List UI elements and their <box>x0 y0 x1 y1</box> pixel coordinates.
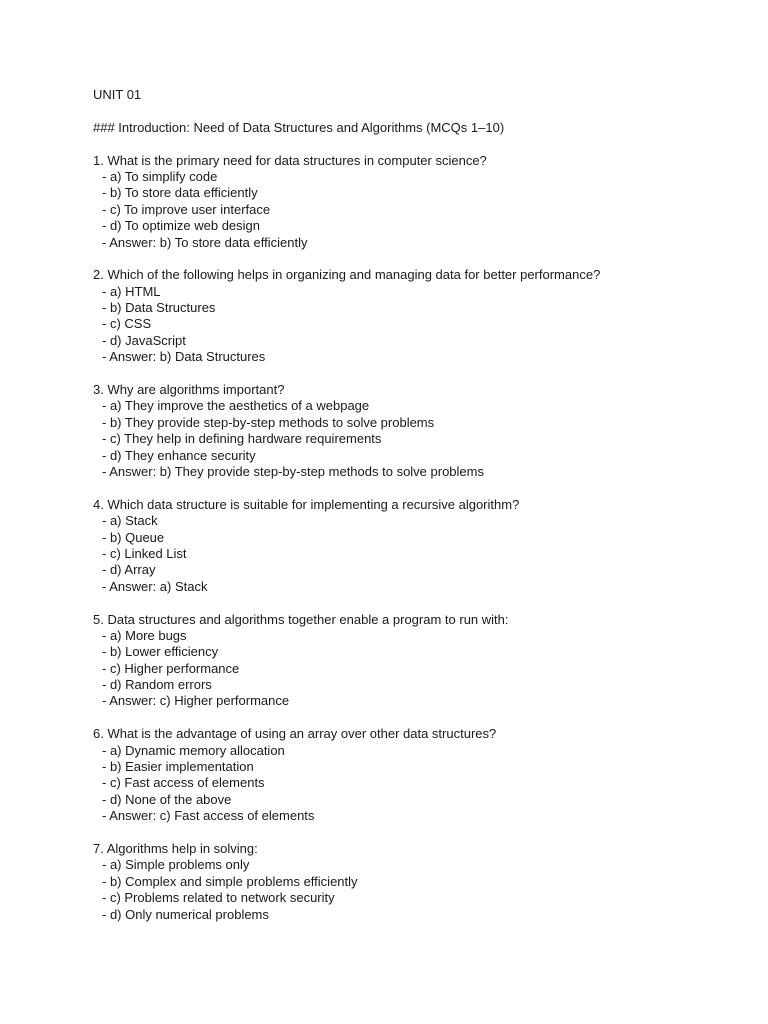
question-text: 5. Data structures and algorithms together enable a program to run with: <box>93 611 509 627</box>
correct-answer: - Answer: c) Fast access of elements <box>102 808 315 824</box>
answer-option: - c) Linked List <box>102 545 187 561</box>
question-text: 4. Which data structure is suitable for implementing a recursive algorithm? <box>93 496 520 512</box>
question-block <box>93 726 733 824</box>
correct-answer: - Answer: b) To store data efficiently <box>102 234 308 250</box>
answer-option: - c) They help in defining hardware requirements <box>102 431 382 447</box>
correct-answer: - Answer: b) Data Structures <box>102 349 266 365</box>
spacer <box>93 251 733 267</box>
answer-option: - c) Fast access of elements <box>102 775 265 791</box>
answer-option: - b) Lower efficiency <box>102 644 219 660</box>
answer-option: - c) Higher performance <box>102 660 240 676</box>
question-text: 2. Which of the following helps in organizing and managing data for better performance? <box>93 267 601 283</box>
answer-option: - b) To store data efficiently <box>102 185 258 201</box>
question-block <box>93 497 733 595</box>
correct-answer: - Answer: b) They provide step-by-step methods to solve problems <box>102 463 484 479</box>
answer-option: - d) JavaScript <box>102 332 186 348</box>
question-text: 3. Why are algorithms important? <box>93 382 285 398</box>
answer-option: - b) They provide step-by-step methods to solve problems <box>102 414 435 430</box>
question-text: 1. What is the primary need for data structures in computer science? <box>93 152 487 168</box>
question-block <box>93 153 733 251</box>
answer-option: - d) Random errors <box>102 677 212 693</box>
answer-option: - c) To improve user interface <box>102 201 271 217</box>
question-block <box>93 382 733 480</box>
answer-option: - b) Complex and simple problems efficiently <box>102 873 358 889</box>
answer-option: - d) They enhance security <box>102 447 256 463</box>
question-block <box>93 841 733 923</box>
answer-option: - d) Only numerical problems <box>102 906 269 922</box>
answer-option: - c) Problems related to network security <box>102 890 335 906</box>
answer-option: - a) Simple problems only <box>102 857 250 873</box>
spacer <box>93 595 733 611</box>
spacer <box>93 366 733 382</box>
spacer <box>93 710 733 726</box>
answer-option: - d) None of the above <box>102 791 232 807</box>
unit-title: UNIT 01 <box>93 87 142 102</box>
answer-option: - d) To optimize web design <box>102 218 261 234</box>
correct-answer: - Answer: a) Stack <box>102 578 208 594</box>
answer-option: - b) Queue <box>102 529 165 545</box>
spacer <box>93 825 733 841</box>
spacer <box>93 103 733 119</box>
answer-option: - b) Data Structures <box>102 300 216 316</box>
question-list <box>93 153 733 923</box>
question-block <box>93 612 733 710</box>
answer-option: - b) Easier implementation <box>102 759 254 775</box>
correct-answer: - Answer: c) Higher performance <box>102 693 290 709</box>
answer-option: - a) Stack <box>102 513 158 529</box>
answer-option: - a) To simplify code <box>102 168 218 184</box>
spacer <box>93 136 733 152</box>
answer-option: - a) More bugs <box>102 627 187 643</box>
answer-option: - c) CSS <box>102 316 152 332</box>
document-page <box>93 87 733 923</box>
answer-option: - a) Dynamic memory allocation <box>102 742 285 758</box>
answer-option: - d) Array <box>102 562 156 578</box>
question-text: 7. Algorithms help in solving: <box>93 840 258 856</box>
question-block <box>93 267 733 365</box>
answer-option: - a) They improve the aesthetics of a webpage <box>102 398 370 414</box>
spacer <box>93 480 733 496</box>
answer-option: - a) HTML <box>102 283 161 299</box>
section-heading: ### Introduction: Need of Data Structures and Algorithms (MCQs 1–10) <box>93 119 505 135</box>
question-text: 6. What is the advantage of using an array over other data structures? <box>93 726 497 742</box>
